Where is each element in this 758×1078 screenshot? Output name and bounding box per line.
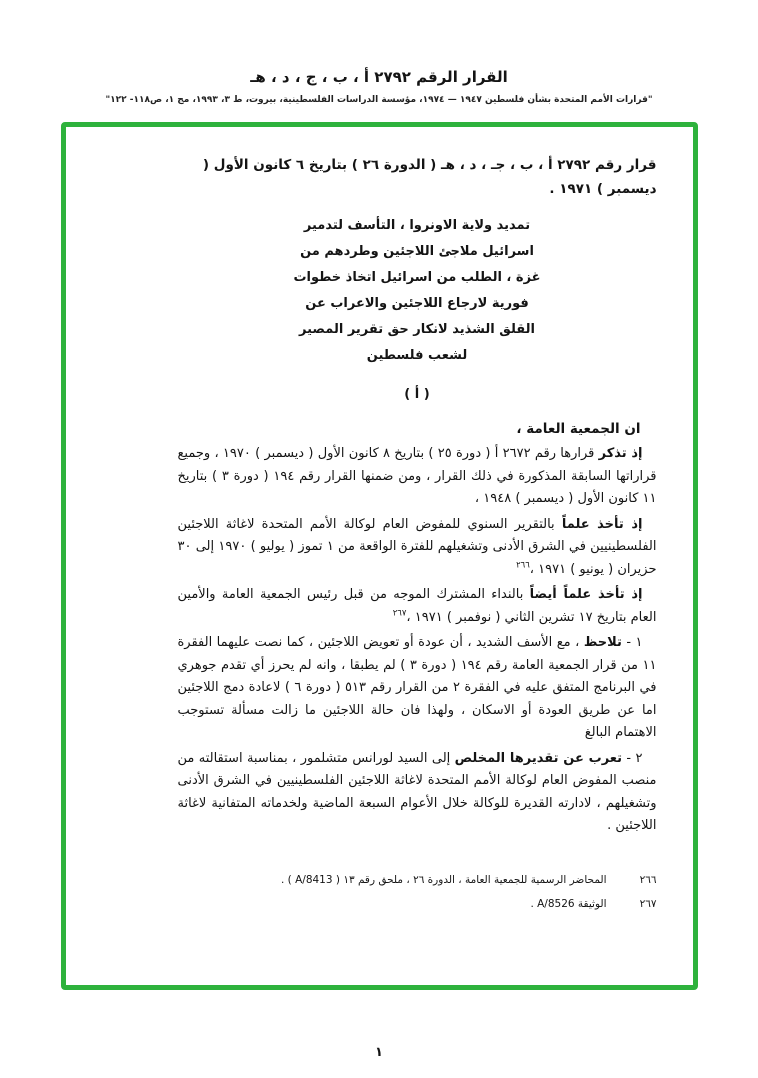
- paragraph-number: ١ -: [621, 635, 643, 650]
- footnotes-section: [178, 872, 657, 912]
- summary-line: القلق الشذيد لانكار حق تقرير المصير: [299, 322, 535, 337]
- paragraph-text: إلى السيد لورانس متشلمور ، بمناسبة استقالته من منصب المفوض العام لوكالة الأمم المتحدة لاغاثة اللاجئين الفلسطينيين في الشرق الأدنى وتشغيلهم ، لادارته القديرة للوكالة خلال الأعوام السبعة الماضية ولخدماته المتفانية لاغاثة اللاجئين .: [177, 750, 657, 833]
- document-frame: [61, 122, 698, 990]
- paragraph: [178, 443, 657, 511]
- source-citation: "قرارات الأمم المتحدة بشأن فلسطين ١٩٤٧ — ١٩٧٤، مؤسسة الدراسات الفلسطينية، بيروت، ط ٣، ١٩٩٣، مج ١، ص١١٨- ١٢٢": [105, 95, 653, 105]
- footnote-text: المحاضر الرسمية للجمعية العامة ، الدورة ٢٦ ، ملحق رقم ١٣ ( A/8413 ) .: [280, 873, 607, 886]
- summary-line: اسرائيل ملاجئ اللاجئين وطردهم من: [300, 244, 534, 259]
- summary-line: فورية لارجاع اللاجئين والاعراب عن: [305, 296, 529, 311]
- section-label: ( أ ): [404, 387, 430, 402]
- footnote-row: [178, 872, 657, 888]
- summary-line: لشعب فلسطين: [366, 348, 468, 363]
- summary-line: تمديد ولاية الاونروا ، التأسف لتدمير: [303, 218, 531, 233]
- page-header: [0, 0, 758, 105]
- footnote-row: [178, 896, 657, 912]
- paragraph-lead: إذ تأخذ علماً أيضاً: [529, 587, 643, 602]
- paragraph-text: ، مع الأسف الشديد ، أن عودة أو تعويض اللاجئين ، كما نصت عليهما الفقرة ١١ من قرار الجمعية العامة رقم ١٩٤ ( دورة ٣ ) لم يطبقا ، وانه لم يحرز أي تقدم جوهري في البرنامج المتفق عليه في الفقرة ٢ من القرار رقم ٥١٣ ( دورة ٦ ) لاعادة دمج اللاجئين اما عن طريق العودة أو الاسكان ، ولهذا فان حالة اللاجئين ما زالت مسألة تستوجب الاهتمام البالغ: [177, 635, 657, 740]
- paragraph: [178, 632, 657, 745]
- paragraph-lead: إذ تذكر: [598, 446, 643, 461]
- footnote-number: ٢٦٧: [639, 897, 657, 910]
- summary-line: غزة ، الطلب من اسرائيل اتخاذ خطوات: [293, 270, 541, 285]
- paragraph: [178, 584, 657, 629]
- summary-block: [266, 213, 568, 369]
- paragraph-text: بالنداء المشترك الموجه من قبل رئيس الجمعية العامة والأمين العام بتاريخ ١٧ تشرين الثاني ( نوفمبر ) ١٩٧١ ،: [177, 587, 657, 625]
- paragraph-number: ٢ -: [622, 750, 643, 766]
- footnote-ref: ٢٦٦: [516, 560, 530, 571]
- paragraph-lead: إذ تأخذ علماً: [561, 516, 643, 532]
- resolution-heading: قرار رقم ٢٧٩٢ أ ، ب ، جـ ، د ، هـ ( الدورة ٢٦ ) بتاريخ ٦ كانون الأول ( ديسمبر ) ١٩٧١ .: [202, 157, 657, 197]
- page-number: ١: [375, 1045, 383, 1060]
- footnote-text: الوثيقة A/8526 .: [530, 897, 607, 910]
- footnote-number: ٢٦٦: [639, 873, 657, 886]
- paragraph-lead: تلاحظ: [583, 635, 622, 650]
- paragraph: [178, 748, 657, 838]
- opening-line: ان الجمعية العامة ،: [516, 421, 641, 437]
- page-title: القرار الرقم ٢٧٩٢ أ ، ب ، ج ، د ، هـ: [250, 68, 508, 86]
- footnote-ref: ٢٦٧: [392, 608, 407, 619]
- paragraph-text: بالتقرير السنوي للمفوض العام لوكالة الأمم المتحدة لاغاثة اللاجئين الفلسطينيين في الشرق الأدنى وتشغيلهم للفترة الواقعة من ١ تموز ( يوليو ) ١٩٧٠ إلى ٣٠ حزيران ( يونيو ) ١٩٧١ ،: [177, 516, 657, 577]
- paragraph: [178, 514, 657, 582]
- paragraph-lead: تعرب عن تقديرها المخلص: [454, 750, 623, 766]
- paragraph-text: قرارها رقم ٢٦٧٢ أ ( دورة ٢٥ ) بتاريخ ٨ كانون الأول ( ديسمبر ) ١٩٧٠ ، وجميع قراراتها السابقة المذكورة في ذلك القرار ، ومن ضمنها القرار رقم ١٩٤ ( دورة ٣ ) بتاريخ ١١ كانون الأول ( ديسمبر ) ١٩٤٨ ،: [177, 446, 657, 506]
